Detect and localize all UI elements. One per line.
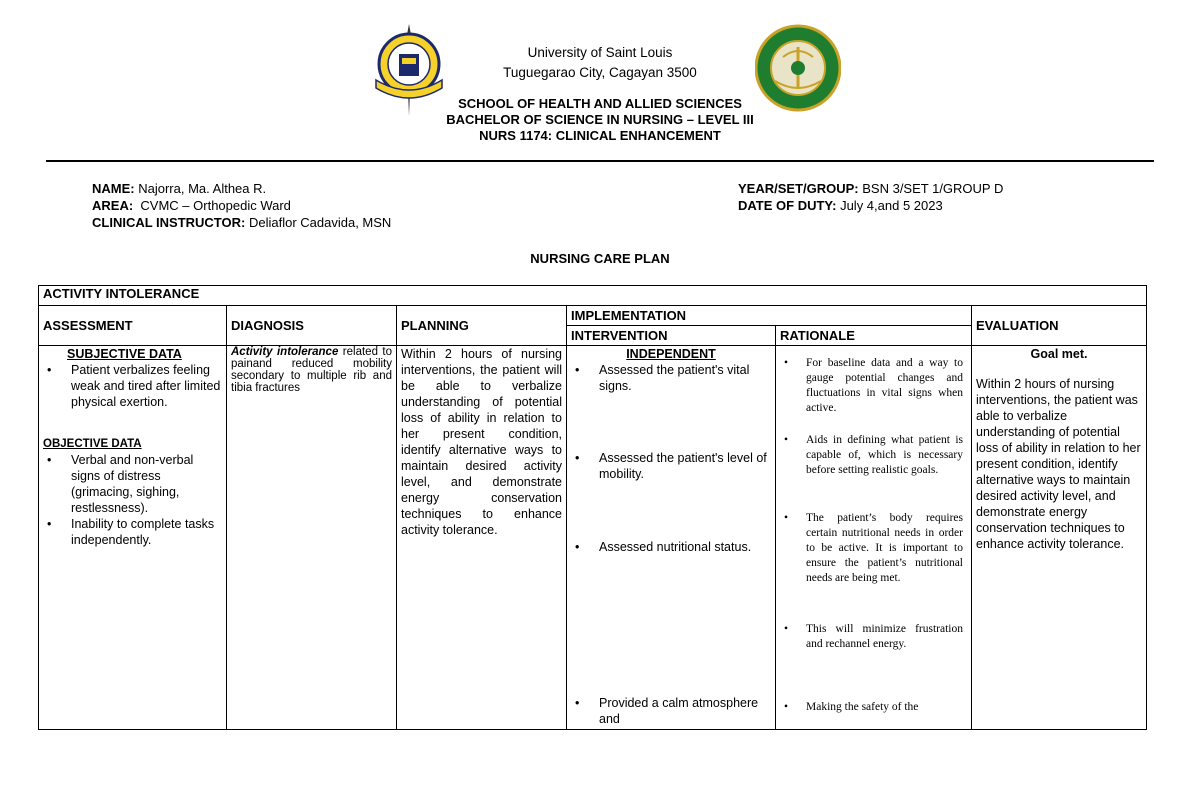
- list-item: • Assessed the patient's vital signs.: [571, 362, 771, 394]
- planning-cell: Within 2 hours of nursing interventions, the patient will be able to verbalize understanding of potential loss of ability in relation to her present condition, identify alternative ways to maintain desired activity level, and demonstrate energy conservation techniques to enhance activity tolerance.: [397, 346, 567, 730]
- assessment-cell: [39, 346, 227, 730]
- problem-title: ACTIVITY INTOLERANCE: [39, 286, 1147, 306]
- list-item: • Assessed nutritional status.: [571, 539, 771, 555]
- list-item: • Provided a calm atmosphere and: [571, 695, 771, 727]
- subjective-data-title: SUBJECTIVE DATA: [67, 347, 182, 361]
- objective-data-title: OBJECTIVE DATA: [43, 438, 142, 450]
- diagnosis-cell: [227, 346, 397, 730]
- list-item: • Verbal and non-verbal signs of distress (grimacing, sighing, restlessness).: [43, 452, 222, 516]
- header-assessment: ASSESSMENT: [39, 306, 227, 346]
- list-item: • The patient’s body requires certain nutritional needs in order to be active. It is important to ensure the patient’s nutritional needs are being met.: [780, 511, 963, 586]
- clinical-instructor-line: CLINICAL INSTRUCTOR: Deliaflor Cadavida, MSN: [92, 215, 392, 230]
- name-line: NAME: Najorra, Ma. Althea R.: [92, 181, 267, 196]
- list-item: • Patient verbalizes feeling weak and tired after limited physical exertion.: [43, 362, 222, 410]
- nursing-care-plan-table: [38, 285, 1147, 730]
- header-implementation: IMPLEMENTATION: [567, 306, 972, 326]
- independent-title: INDEPENDENT: [626, 347, 716, 361]
- list-item: • Inability to complete tasks independently.: [43, 516, 222, 548]
- document-title: NURSING CARE PLAN: [530, 251, 670, 266]
- list-item: • Aids in defining what patient is capable of, which is necessary before setting realistic goals.: [780, 433, 963, 478]
- list-item: • Assessed the patient's level of mobility.: [571, 450, 771, 482]
- rationale-cell: [776, 346, 972, 730]
- header-planning: PLANNING: [397, 306, 567, 346]
- intervention-cell: [567, 346, 776, 730]
- evaluation-text: Within 2 hours of nursing interventions, the patient was able to verbalize understanding of potential loss of ability in relation to her present condition, identify alternative ways to maintain desired activity level, and demonstrate energy conservation techniques to enhance activity tolerance.: [976, 377, 1141, 551]
- course-name: NURS 1174: CLINICAL ENHANCEMENT: [479, 128, 721, 143]
- university-name: University of Saint Louis: [527, 45, 673, 60]
- date-of-duty-line: DATE OF DUTY: July 4,and 5 2023: [738, 198, 943, 213]
- diagnosis-text: related to painand reduced mobility secondary to multiple rib and tibia fractures: [231, 346, 392, 394]
- diagnosis-lead: Activity intolerance: [231, 346, 339, 358]
- goal-status: Goal met.: [1030, 347, 1088, 361]
- header-evaluation: EVALUATION: [972, 306, 1147, 346]
- list-item: • For baseline data and a way to gauge potential changes and fluctuations in vital signs when active.: [780, 356, 963, 416]
- header-diagnosis: DIAGNOSIS: [227, 306, 397, 346]
- school-name: SCHOOL OF HEALTH AND ALLIED SCIENCES: [458, 96, 742, 111]
- area-line: AREA: CVMC – Orthopedic Ward: [92, 198, 291, 213]
- header-intervention: INTERVENTION: [567, 326, 776, 346]
- header-rationale: RATIONALE: [776, 326, 972, 346]
- program-name: BACHELOR OF SCIENCE IN NURSING – LEVEL III: [446, 112, 754, 127]
- evaluation-cell: [972, 346, 1147, 730]
- year-set-group-line: YEAR/SET/GROUP: BSN 3/SET 1/GROUP D: [738, 181, 1004, 196]
- header-divider: [46, 160, 1154, 162]
- list-item: • This will minimize frustration and rechannel energy.: [780, 622, 963, 652]
- university-address: Tuguegarao City, Cagayan 3500: [503, 65, 697, 80]
- list-item: • Making the safety of the: [780, 700, 963, 715]
